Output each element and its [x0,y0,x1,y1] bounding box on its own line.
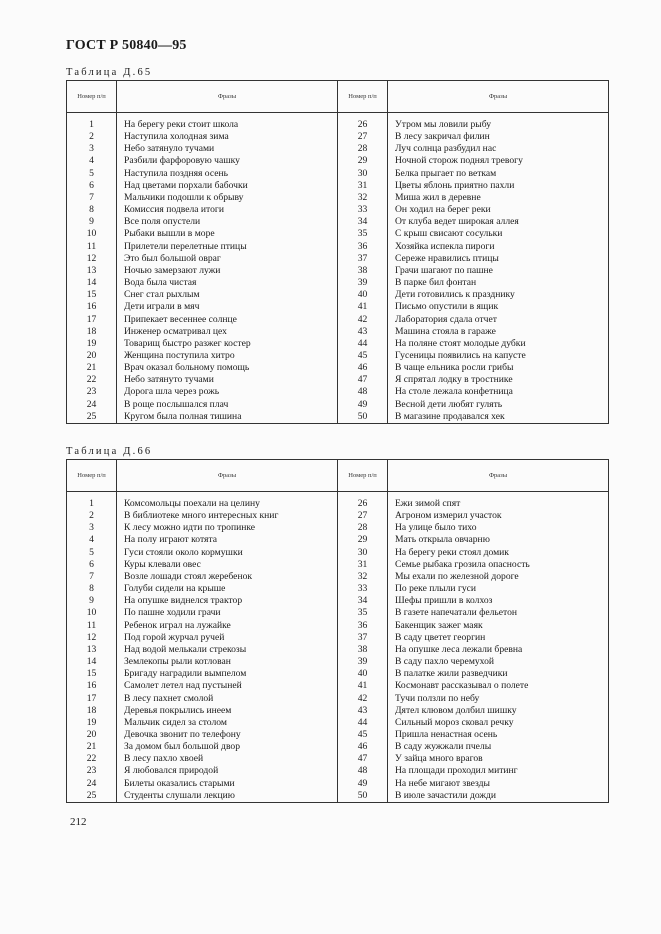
row-number: 18 [67,326,117,338]
table-row [67,583,609,595]
table-row [67,192,609,204]
row-phrase: К лесу можно идти по тропинке [117,522,338,534]
table-row [67,680,609,692]
row-number: 2 [67,131,117,143]
row-number: 42 [338,693,388,705]
row-number: 36 [338,241,388,253]
row-number: 46 [338,741,388,753]
table-row [67,656,609,668]
row-number: 46 [338,362,388,374]
row-phrase: Хозяйка испекла пироги [388,241,609,253]
row-phrase: В парке бил фонтан [388,277,609,289]
table-row [67,765,609,777]
row-phrase: Сильный мороз сковал речку [388,717,609,729]
row-number: 7 [67,192,117,204]
table-row [67,534,609,546]
row-number: 15 [67,289,117,301]
row-number: 11 [67,241,117,253]
row-number: 7 [67,571,117,583]
column-header-number: Номер п/п [338,460,388,492]
row-number: 50 [338,790,388,803]
row-number: 32 [338,571,388,583]
row-number: 24 [67,778,117,790]
row-phrase: Снег стал рыхлым [117,289,338,301]
row-phrase: У зайца много врагов [388,753,609,765]
row-number: 5 [67,547,117,559]
row-number: 27 [338,510,388,522]
row-number: 49 [338,399,388,411]
row-number: 26 [338,498,388,510]
row-number: 40 [338,289,388,301]
column-header-phrase: Фразы [117,460,338,492]
table-row [67,741,609,753]
table-row [67,119,609,131]
row-phrase: Дорога шла через рожь [117,386,338,398]
row-phrase: На столе лежала конфетница [388,386,609,398]
row-phrase: С крыш свисают сосульки [388,228,609,240]
row-phrase: В магазине продавался хек [388,411,609,424]
row-number: 44 [338,717,388,729]
row-number: 16 [67,301,117,313]
row-number: 2 [67,510,117,522]
row-number: 32 [338,192,388,204]
row-number: 16 [67,680,117,692]
table-row [67,668,609,680]
table-row [67,168,609,180]
row-number: 27 [338,131,388,143]
table-row [67,314,609,326]
row-number: 6 [67,180,117,192]
row-phrase: Над водой мелькали стрекозы [117,644,338,656]
row-number: 23 [67,765,117,777]
row-number: 47 [338,753,388,765]
row-number: 33 [338,583,388,595]
row-number: 22 [67,374,117,386]
row-phrase: Ночной сторож поднял тревогу [388,155,609,167]
table-row [67,301,609,313]
table-row [67,180,609,192]
row-phrase: Пришла ненастная осень [388,729,609,741]
row-phrase: Кругом была полная тишина [117,411,338,424]
row-phrase: Космонавт рассказывал о полете [388,680,609,692]
table-row [67,374,609,386]
row-phrase: Билеты оказались старыми [117,778,338,790]
row-phrase: Сереже нравились птицы [388,253,609,265]
table-row [67,620,609,632]
row-phrase: В лесу пахло хвоей [117,753,338,765]
row-number: 14 [67,277,117,289]
row-number: 5 [67,168,117,180]
row-phrase: В чаще ельника росли грибы [388,362,609,374]
row-phrase: Агроном измерил участок [388,510,609,522]
row-number: 30 [338,547,388,559]
table-row [67,693,609,705]
row-phrase: Наступила холодная зима [117,131,338,143]
row-phrase: Белка прыгает по веткам [388,168,609,180]
row-phrase: Наступила поздняя осень [117,168,338,180]
table-row [67,632,609,644]
row-number: 31 [338,559,388,571]
row-phrase: Дятел клювом долбил шишку [388,705,609,717]
column-header-number: Номер п/п [338,81,388,113]
row-phrase: Шефы пришли в колхоз [388,595,609,607]
row-number: 9 [67,216,117,228]
table-row [67,717,609,729]
row-phrase: В саду жужжали пчелы [388,741,609,753]
row-phrase: Землекопы рыли котлован [117,656,338,668]
column-header-phrase: Фразы [388,81,609,113]
row-phrase: Девочка звонит по телефону [117,729,338,741]
table-row [67,644,609,656]
row-phrase: Я любовался природой [117,765,338,777]
table-row [67,216,609,228]
row-number: 49 [338,778,388,790]
row-number: 25 [67,790,117,803]
table-row [67,411,609,424]
table-row [67,790,609,803]
table-row [67,753,609,765]
row-number: 12 [67,632,117,644]
row-phrase: Мы ехали по железной дороге [388,571,609,583]
row-phrase: В саду пахло черемухой [388,656,609,668]
row-number: 14 [67,656,117,668]
row-number: 45 [338,729,388,741]
row-phrase: По реке плыли гуси [388,583,609,595]
row-phrase: В лесу закричал филин [388,131,609,143]
row-number: 45 [338,350,388,362]
row-phrase: На полу играют котята [117,534,338,546]
row-number: 17 [67,693,117,705]
row-number: 35 [338,228,388,240]
row-phrase: Тучи ползли по небу [388,693,609,705]
row-number: 3 [67,143,117,155]
row-phrase: Ежи зимой спят [388,498,609,510]
table-title-d66: Таблица Д.66 [66,446,153,457]
row-number: 35 [338,607,388,619]
row-number: 29 [338,155,388,167]
row-number: 29 [338,534,388,546]
row-number: 20 [67,729,117,741]
row-number: 34 [338,216,388,228]
row-number: 30 [338,168,388,180]
table-row [67,386,609,398]
row-number: 3 [67,522,117,534]
table-row [67,143,609,155]
row-phrase: Мальчики подошли к обрыву [117,192,338,204]
row-number: 12 [67,253,117,265]
table-row [67,204,609,216]
row-number: 17 [67,314,117,326]
row-number: 41 [338,680,388,692]
row-phrase: Миша жил в деревне [388,192,609,204]
row-phrase: Деревья покрылись инеем [117,705,338,717]
row-number: 47 [338,374,388,386]
row-phrase: Куры клевали овес [117,559,338,571]
row-phrase: Небо затянуто тучами [117,374,338,386]
row-number: 40 [338,668,388,680]
row-number: 28 [338,522,388,534]
row-phrase: Товарищ быстро разжег костер [117,338,338,350]
row-phrase: Вода была чистая [117,277,338,289]
row-phrase: Инженер осматривал цех [117,326,338,338]
row-phrase: По пашне ходили грачи [117,607,338,619]
table-row [67,399,609,411]
row-phrase: Он ходил на берег реки [388,204,609,216]
row-phrase: Мальчик сидел за столом [117,717,338,729]
row-phrase: Мать открыла овчарню [388,534,609,546]
column-header-phrase: Фразы [388,460,609,492]
document-header: ГОСТ Р 50840—95 [66,38,187,53]
row-number: 31 [338,180,388,192]
row-phrase: Грачи шагают по пашне [388,265,609,277]
row-phrase: Возле лошади стоял жеребенок [117,571,338,583]
table-row [67,522,609,534]
row-phrase: Небо затянуло тучами [117,143,338,155]
row-phrase: Над цветами порхали бабочки [117,180,338,192]
row-phrase: В лесу пахнет смолой [117,693,338,705]
table-row [67,131,609,143]
column-header-number: Номер п/п [67,460,117,492]
table-row [67,729,609,741]
table-row [67,510,609,522]
row-number: 21 [67,741,117,753]
table-row [67,155,609,167]
row-number: 33 [338,204,388,216]
row-number: 48 [338,386,388,398]
row-phrase: В роще послышался плач [117,399,338,411]
row-phrase: На улице было тихо [388,522,609,534]
row-number: 39 [338,277,388,289]
row-phrase: Под горой журчал ручей [117,632,338,644]
table-row [67,559,609,571]
row-phrase: На опушке виднелся трактор [117,595,338,607]
table-row [67,253,609,265]
row-number: 9 [67,595,117,607]
row-number: 43 [338,326,388,338]
row-phrase: Весной дети любят гулять [388,399,609,411]
row-phrase: Припекает весеннее солнце [117,314,338,326]
table-row [67,265,609,277]
row-phrase: В июле зачастили дожди [388,790,609,803]
row-number: 15 [67,668,117,680]
row-phrase: Врач оказал больному помощь [117,362,338,374]
row-phrase: В саду цветет георгин [388,632,609,644]
row-phrase: Я спрятал лодку в тростнике [388,374,609,386]
row-number: 42 [338,314,388,326]
row-phrase: Студенты слушали лекцию [117,790,338,803]
row-phrase: Гусеницы появились на капусте [388,350,609,362]
row-phrase: Луч солнца разбудил нас [388,143,609,155]
table-row [67,277,609,289]
row-phrase: Утром мы ловили рыбу [388,119,609,131]
table-row [67,705,609,717]
row-phrase: На поляне стоят молодые дубки [388,338,609,350]
row-number: 4 [67,534,117,546]
row-number: 11 [67,620,117,632]
table-row [67,228,609,240]
row-phrase: Лаборатория сдала отчет [388,314,609,326]
row-number: 23 [67,386,117,398]
row-number: 13 [67,644,117,656]
row-number: 34 [338,595,388,607]
row-number: 10 [67,607,117,619]
row-number: 1 [67,119,117,131]
row-number: 44 [338,338,388,350]
row-phrase: Самолет летел над пустыней [117,680,338,692]
row-phrase: Рыбаки вышли в море [117,228,338,240]
row-phrase: Женщина поступила хитро [117,350,338,362]
table-row [67,778,609,790]
row-phrase: Прилетели перелетные птицы [117,241,338,253]
column-header-number: Номер п/п [67,81,117,113]
row-number: 37 [338,632,388,644]
table-row [67,241,609,253]
row-number: 39 [338,656,388,668]
row-phrase: От клуба ведет широкая аллея [388,216,609,228]
row-phrase: Голуби сидели на крыше [117,583,338,595]
row-number: 8 [67,204,117,216]
row-number: 38 [338,265,388,277]
table-row [67,498,609,510]
row-phrase: Цветы яблонь приятно пахли [388,180,609,192]
table-row [67,326,609,338]
row-phrase: Бакенщик зажег маяк [388,620,609,632]
row-phrase: В палатке жили разведчики [388,668,609,680]
table-title-d65: Таблица Д.65 [66,67,153,78]
column-header-phrase: Фразы [117,81,338,113]
row-phrase: На опушке леса лежали бревна [388,644,609,656]
row-number: 25 [67,411,117,424]
row-phrase: Комиссия подвела итоги [117,204,338,216]
row-phrase: В библиотеке много интересных книг [117,510,338,522]
row-number: 28 [338,143,388,155]
row-phrase: Дети готовились к празднику [388,289,609,301]
row-phrase: Семье рыбака грозила опасность [388,559,609,571]
table-row [67,571,609,583]
row-number: 41 [338,301,388,313]
row-number: 18 [67,705,117,717]
row-phrase: Ребенок играл на лужайке [117,620,338,632]
row-number: 36 [338,620,388,632]
row-phrase: Дети играли в мяч [117,301,338,313]
table-row [67,350,609,362]
row-number: 13 [67,265,117,277]
table-row [67,289,609,301]
row-phrase: В газете напечатали фельетон [388,607,609,619]
row-number: 6 [67,559,117,571]
row-number: 22 [67,753,117,765]
row-phrase: Разбили фарфоровую чашку [117,155,338,167]
row-number: 50 [338,411,388,424]
row-phrase: На площади проходил митинг [388,765,609,777]
row-number: 19 [67,717,117,729]
row-number: 10 [67,228,117,240]
row-number: 19 [67,338,117,350]
table-row [67,362,609,374]
row-phrase: Ночью замерзают лужи [117,265,338,277]
row-phrase: На берегу реки стоял домик [388,547,609,559]
row-number: 43 [338,705,388,717]
row-number: 26 [338,119,388,131]
page-number: 212 [70,816,87,828]
row-number: 8 [67,583,117,595]
row-phrase: За домом был большой двор [117,741,338,753]
row-number: 37 [338,253,388,265]
table-row [67,607,609,619]
table-row [67,338,609,350]
row-phrase: Все поля опустели [117,216,338,228]
table-row [67,547,609,559]
phrase-table-d65 [66,80,609,424]
row-number: 1 [67,498,117,510]
row-phrase: На небе мигают звезды [388,778,609,790]
row-number: 38 [338,644,388,656]
row-phrase: Письмо опустили в ящик [388,301,609,313]
row-phrase: На берегу реки стоит школа [117,119,338,131]
row-phrase: Это был большой овраг [117,253,338,265]
row-number: 21 [67,362,117,374]
phrase-table-d66 [66,459,609,803]
row-phrase: Комсомольцы поехали на целину [117,498,338,510]
row-number: 4 [67,155,117,167]
row-number: 48 [338,765,388,777]
row-phrase: Бригаду наградили вымпелом [117,668,338,680]
row-phrase: Машина стояла в гараже [388,326,609,338]
row-number: 20 [67,350,117,362]
table-row [67,595,609,607]
row-number: 24 [67,399,117,411]
row-phrase: Гуси стояли около кормушки [117,547,338,559]
